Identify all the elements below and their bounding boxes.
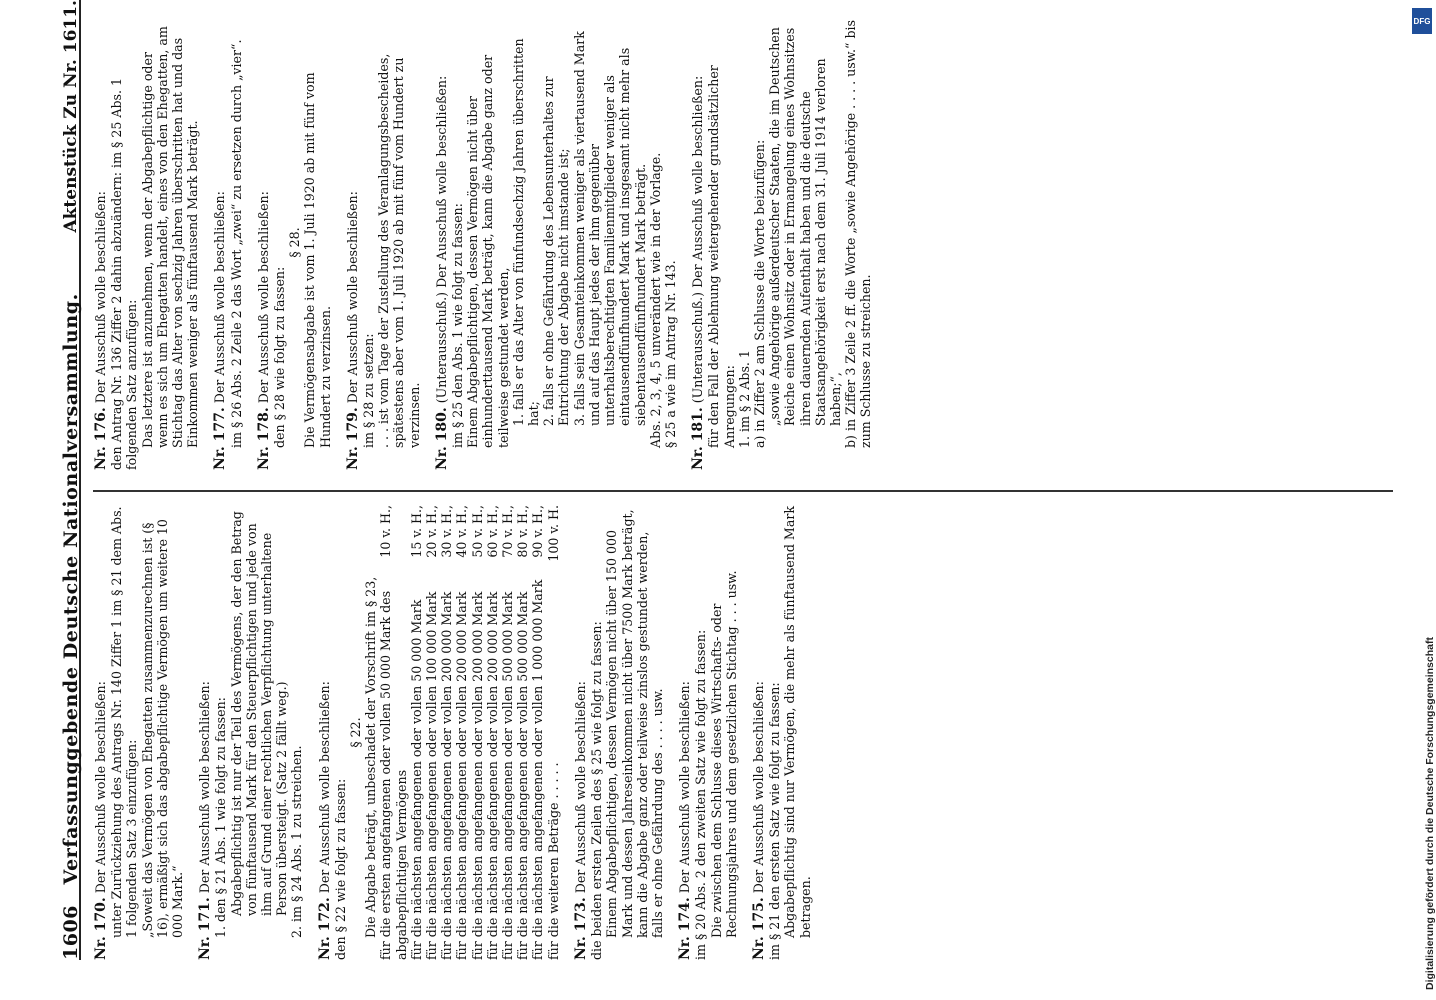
entry-number: Nr. 175. bbox=[750, 897, 767, 960]
rate-row-text: für die nächsten angefangenen oder vollen 100 000 Mark bbox=[424, 591, 440, 960]
page-number: 1606 bbox=[59, 905, 82, 960]
rate-row bbox=[409, 505, 424, 960]
entry-text: die beiden ersten Zeilen des § 25 wie folgt zu fassen: bbox=[589, 621, 605, 960]
rate-row bbox=[485, 505, 500, 960]
list-item: 2. falls er ohne Gefährdung des Lebensunterhaltes zur Entrichtung der Abgabe nicht imstande ist; bbox=[541, 76, 572, 426]
entry-quote: Die Vermögensabgabe ist vom 1. Juli 1920 ab mit fünf vom Hundert zu verzinsen. bbox=[302, 72, 333, 448]
entry-text: den Antrag Nr. 136 Ziffer 2 dahin abzuändern: im § 25 Abs. 1 folgenden Satz anzufügen: bbox=[109, 78, 140, 470]
entry-number: Nr. 170. bbox=[93, 897, 109, 960]
entry-nr170 bbox=[93, 505, 185, 960]
entry-quote: Einem Abgabepflichtigen, dessen Vermögen nicht über einhunderttausend Mark beträgt, kann die Abgabe ganz oder teilweise gestundet werden, bbox=[465, 54, 511, 448]
rate-row-value: 70 v. H., bbox=[500, 505, 516, 558]
entry-text: § 25 a wie im Antrag Nr. 143. bbox=[662, 260, 678, 448]
list-item: 1. falls er das Alter von fünfundsechzig Jahren überschritten hat; bbox=[510, 38, 542, 426]
rate-row-text: für die nächsten angefangenen oder vollen 500 000 Mark bbox=[500, 591, 516, 960]
paragraph-heading: § 22. bbox=[348, 717, 364, 748]
rotated-document-page bbox=[45, 0, 1405, 960]
rate-row bbox=[530, 505, 545, 960]
entry-nr179 bbox=[345, 15, 422, 470]
entry-number: Nr. 180. bbox=[433, 407, 450, 470]
entry-text: Der Ausschuß wolle beschließen: bbox=[677, 681, 693, 894]
rate-row-value: 80 v. H., bbox=[515, 505, 531, 558]
entry-nr175 bbox=[751, 505, 813, 960]
rate-row bbox=[454, 505, 469, 960]
rate-row-value: 40 v. H., bbox=[454, 505, 470, 558]
entry-text: Der Ausschuß wolle beschließen: bbox=[212, 191, 228, 404]
entry-text: unter Zurückziehung des Antrags Nr. 140 Ziffer 1 im § 21 dem Abs. 1 folgenden Satz 3 einzufügen: bbox=[109, 506, 140, 938]
rate-row bbox=[424, 505, 439, 960]
entry-text: im § 25 den Abs. 1 wie folgt zu fassen: bbox=[450, 203, 466, 448]
rate-row bbox=[378, 505, 408, 960]
entry-nr177 bbox=[212, 15, 243, 470]
entry-number: Nr. 171. bbox=[197, 897, 214, 960]
entry-nr172 bbox=[317, 505, 561, 960]
entry-nr176 bbox=[93, 15, 200, 470]
entry-quote: Das letztere ist anzunehmen, wenn der Abgabepflichtige oder wenn es sich um Ehegatten handelt, eines von den Ehegatten, am Stichtag das Alter von sechzig Jahren überschritten hat und das Einkommen weniger als fünftausend Mark beträgt. bbox=[139, 26, 201, 448]
entry-text: Abs. 2, 3, 4, 5 unverändert wie in der Vorlage. bbox=[647, 152, 663, 448]
entry-number: Nr. 181. bbox=[690, 407, 707, 470]
rate-row-value: 20 v. H., bbox=[424, 505, 440, 558]
left-column bbox=[93, 505, 825, 960]
rate-row bbox=[515, 505, 530, 960]
entry-text: Die Abgabe beträgt, unbeschadet der Vorschrift im § 23, bbox=[363, 576, 379, 938]
entry-text: den § 28 wie folgt zu fassen: bbox=[272, 266, 288, 448]
list-item: a) in Ziffer 2 am Schlusse die Worte beizufügen: bbox=[751, 139, 767, 448]
rate-row-text: für die nächsten angefangenen oder vollen 1 000 000 Mark bbox=[530, 579, 546, 960]
entry-nr174 bbox=[677, 505, 739, 960]
list-item: 3. falls sein Gesamteinkommen weniger als viertausend Mark und auf das Haupt jedes der ihm gegenüber unterhaltsberechtigten Familienmitglieder weniger als eintausendfünfhundert Mark und insgesamt nicht mehr als siebentausendfünfhundert Mark beträgt. bbox=[571, 31, 648, 426]
rate-row bbox=[470, 505, 485, 960]
entry-text: (Unterausschuß.) Der Ausschuß wolle beschließen: bbox=[433, 75, 449, 404]
rate-row-value: 30 v. H., bbox=[439, 505, 455, 558]
entry-text: 1. den § 21 Abs. 1 wie folgt zu fassen: bbox=[213, 697, 229, 938]
rate-row-text: für die weiteren Beträge . . . . . bbox=[545, 762, 561, 960]
entry-nr171 bbox=[197, 505, 304, 960]
entry-nr180 bbox=[434, 15, 678, 470]
list-item: b) in Ziffer 3 Zeile 2 ff. die Worte „sowie Angehörige . . . . usw.“ bis zum Schlusse zu streichen. bbox=[843, 19, 874, 448]
rate-row-text: für die nächsten angefangenen oder vollen 500 000 Mark bbox=[515, 591, 531, 960]
rate-row-text: für die nächsten angefangenen oder vollen 200 000 Mark bbox=[454, 591, 470, 960]
rate-row-value: 50 v. H., bbox=[469, 505, 485, 558]
digitization-credit: Digitalisierung gefördert durch die Deutsche Forschungsgemeinschaft bbox=[1424, 637, 1436, 990]
rate-row-value: 15 v. H., bbox=[408, 505, 424, 558]
page-header bbox=[45, 0, 81, 960]
entry-text: den § 22 wie folgt zu fassen: bbox=[332, 778, 348, 960]
entry-text: Der Ausschuß wolle beschließen: bbox=[572, 681, 588, 894]
entry-nr181 bbox=[690, 15, 873, 470]
entry-text: (Unterausschuß.) Der Ausschuß wolle beschließen: bbox=[690, 75, 706, 404]
entry-text: Der Ausschuß wolle beschließen: bbox=[93, 191, 108, 404]
column-divider bbox=[93, 491, 1393, 493]
rate-row bbox=[546, 505, 561, 960]
entry-quote: Einem Abgabepflichtigen, dessen Vermögen nicht über 150 000 Mark und dessen Jahreseinkommen nicht über 7500 Mark beträgt, kann die Abgabe ganz oder teilweise zinslos gestundet werden, falls er ohne Gefährdung des . . . . usw. bbox=[604, 509, 665, 938]
rate-row-text: für die nächsten angefangenen oder vollen 200 000 Mark bbox=[469, 591, 485, 960]
entry-text: im § 28 zu setzen: bbox=[361, 333, 377, 448]
rate-row-text: für die nächsten angefangenen oder vollen 200 000 Mark bbox=[484, 591, 500, 960]
rate-row-text: für die nächsten angefangenen oder vollen 200 000 Mark bbox=[439, 591, 455, 960]
entry-number: Nr. 172. bbox=[316, 897, 333, 960]
entry-text: Der Ausschuß wolle beschließen: bbox=[197, 681, 213, 894]
entry-text: für den Fall der Ablehnung weitergehender grundsätzlicher Anregungen: bbox=[706, 65, 737, 448]
entry-quote: „Soweit das Vermögen von Ehegatten zusammenzurechnen ist (§ 16), ermäßigt sich das abgabepflichtige Vermögen um weitere 10 000 Mark.“ bbox=[139, 519, 186, 938]
entry-text: Der Ausschuß wolle beschließen: bbox=[750, 681, 766, 894]
entry-quote: . . . ist vom Tage der Zustellung des Veranlagungsbescheides, spätestens aber vom 1. Juli 1920 ab mit fünf vom Hundert zu verzinsen. bbox=[376, 53, 422, 448]
entry-quote: „sowie Angehörige außerdeutscher Staaten, die im Deutschen Reiche einen Wohnsitz oder in Ermangelung eines Wohnsitzes ihren dauernden Aufenthalt haben und die deutsche Staatsangehörigkeit erst nach dem 31. Juli 1914 verloren haben;“, bbox=[767, 27, 843, 426]
right-column bbox=[93, 15, 886, 470]
rate-row-text: für die ersten angefangenen oder vollen 50 000 Mark des abgabepflichtigen Vermögens bbox=[378, 590, 409, 960]
rate-row-text: für die nächsten angefangenen oder vollen 50 000 Mark bbox=[408, 599, 424, 960]
entry-number: Nr. 179. bbox=[344, 407, 361, 470]
rate-row bbox=[439, 505, 454, 960]
entry-quote: Abgabepflichtig sind nur Vermögen, die mehr als fünftausend Mark betragen. bbox=[782, 506, 813, 938]
entry-text: im § 21 den ersten Satz wie folgt zu fassen: bbox=[767, 682, 783, 960]
entry-text: im § 20 Abs. 2 den zweiten Satz wie folgt zu fassen: bbox=[693, 629, 709, 960]
entry-number: Nr. 178. bbox=[255, 407, 272, 470]
document-title: Verfassunggebende Deutsche Nationalversammlung. bbox=[59, 293, 82, 885]
rate-row-value: 100 v. H. bbox=[545, 505, 561, 562]
rate-row-value: 60 v. H., bbox=[484, 505, 500, 558]
entry-number: Nr. 174. bbox=[677, 897, 694, 960]
entry-text: Der Ausschuß wolle beschließen: bbox=[344, 191, 360, 404]
rate-row bbox=[500, 505, 515, 960]
entry-quote: Die zwischen dem Schlusse dieses Wirtschafts- oder Rechnungsjahres und dem gesetzlichen Stichtag . . . usw. bbox=[708, 570, 739, 938]
rate-row-value: 10 v. H., bbox=[378, 505, 394, 558]
entry-nr173 bbox=[573, 505, 665, 960]
entry-number: Nr. 177. bbox=[212, 407, 229, 470]
document-reference: Aktenstück Zu Nr. 1611. bbox=[60, 0, 81, 233]
entry-quote: Abgabepflichtig ist nur der Teil des Vermögens, der den Betrag von fünftausend Mark für den Steuerpflichtigen und jede von ihm auf Grund einer rechtlichen Verpflichtung unterhaltene Person übersteigt. (Satz 2 fällt weg.) bbox=[228, 511, 290, 916]
entry-text: im § 26 Abs. 2 Zeile 2 das Wort „zwei“ zu ersetzen durch „vier“. bbox=[228, 39, 244, 448]
entry-text: 2. im § 24 Abs. 1 zu streichen. bbox=[289, 745, 305, 938]
dfg-logo: DFG bbox=[1412, 8, 1432, 34]
entry-number: Nr. 173. bbox=[572, 897, 589, 960]
entry-number: Nr. 176. bbox=[93, 407, 109, 470]
rate-row-value: 90 v. H., bbox=[530, 505, 546, 558]
entry-text: Der Ausschuß wolle beschließen: bbox=[93, 681, 108, 894]
paragraph-heading: § 28. bbox=[287, 227, 303, 258]
entry-nr178 bbox=[256, 15, 333, 470]
entry-text: 1. im § 2 Abs. 1 bbox=[736, 350, 752, 448]
entry-text: Der Ausschuß wolle beschließen: bbox=[316, 681, 332, 894]
entry-text: Der Ausschuß wolle beschließen: bbox=[255, 191, 271, 404]
